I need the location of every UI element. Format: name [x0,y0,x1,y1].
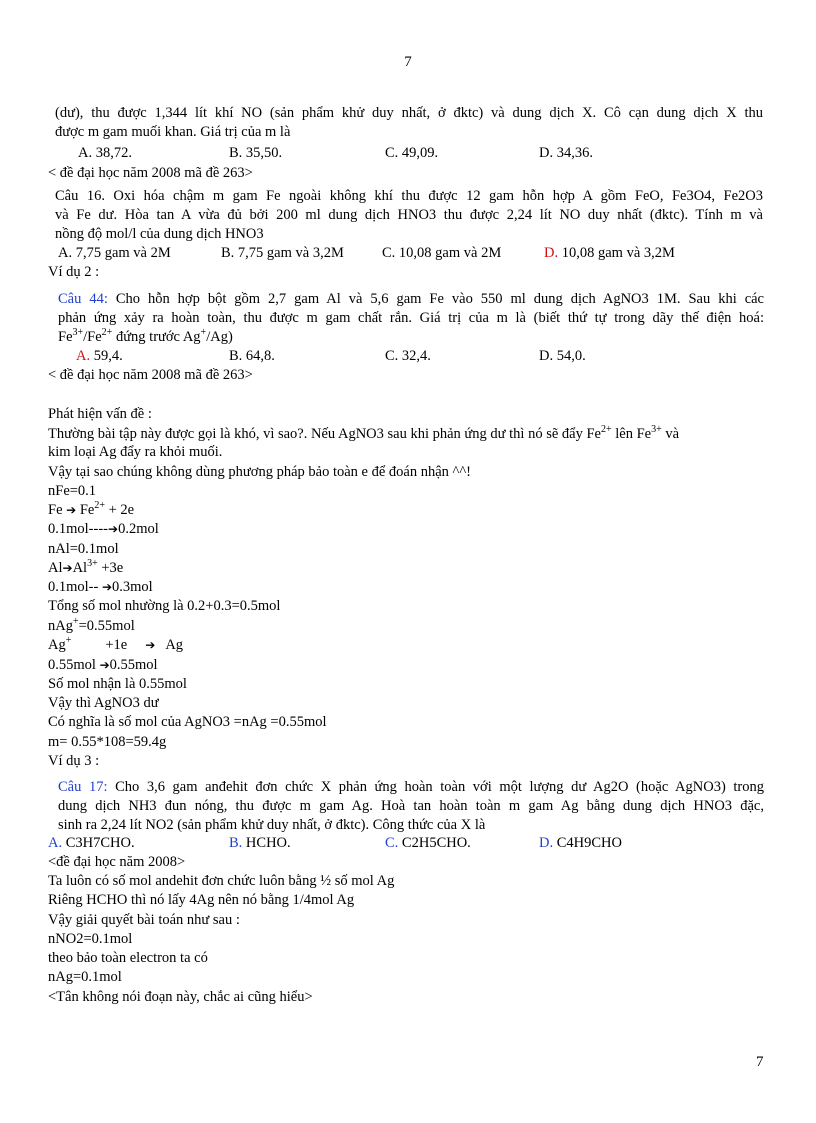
ag-mol-line [48,656,158,674]
example-3-line-1-text: Cho 3,6 gam anđehit đơn chức X phản ứng hoàn toàn với một lượng dư Ag2O (hoặc AgNO3) trong [107,779,764,795]
example-3-option-b-text: HCHO. [242,835,291,851]
solution-3-line-4: nNO2=0.1mol [48,931,133,947]
agno3-mol-meaning: Có nghĩa là số mol của AgNO3 =nAg =0.55mol [48,714,327,730]
al-eq-right: Al [72,560,88,576]
solution-3-line-5: theo bảo toàn electron ta có [48,950,208,966]
ag-reduction-eq [48,636,183,654]
fe-mol-right: 0.2mol [118,521,159,537]
total-electrons-given: Tổng số mol nhường là 0.2+0.3=0.5mol [48,598,281,614]
q15-line-1: (dư), thu được 1,344 lít khí NO (sản phẩm khử duy nhất, ở đktc) và dung dịch X. Cô cạn dung dịch X thu [55,105,763,121]
example-3-option-c [385,834,471,852]
ion-fe: Fe [58,329,73,345]
al-mol-left: 0.1mol-- [48,579,102,595]
example-3-line-2: dung dịch NH3 đun nóng, thu được m gam Ag. Hoà tan hoàn toàn m gam Ag bằng dung dịch HNO3 đặc, [58,798,764,814]
q16-option-a: A. 7,75 gam và 2M [58,245,171,261]
example-3-option-c-letter: C. [385,835,399,851]
example-3-option-d-letter: D. [539,835,554,851]
solution-3-line-2: Riêng HCHO thì nó lấy 4Ag nên nó bằng 1/4mol Ag [48,892,355,908]
q16-line-1: Câu 16. Oxi hóa chậm m gam Fe ngoài không khí thu được 12 gam hỗn hợp A gồm FeO, Fe3O4, Fe2O3 [55,188,763,204]
ion-charge-2plus: 2+ [600,424,612,436]
example-3-line-1 [58,778,764,796]
ion-charge-2plus: 2+ [94,500,105,512]
example-2-option-a-text: 59,4. [90,348,123,364]
right-arrow-icon: ➔ [99,658,110,672]
electrons-received: Số mol nhận là 0.55mol [48,676,187,692]
agno3-excess: Vậy thì AgNO3 dư [48,695,159,711]
example-3-option-c-text: C2H5CHO. [398,835,471,851]
solution-2-para-2: Vậy tại sao chúng không dùng phương pháp bảo toàn e để đoán nhận ^^! [48,464,471,480]
q15-line-2: được m gam muối khan. Giá trị của m là [55,124,291,140]
q16-option-d [544,244,675,262]
ag-mol-right: 0.55mol [109,657,158,673]
solution-3-line-7: <Tân không nói đoạn này, chắc ai cũng hiểu> [48,989,313,1005]
example-2-line-3-end: /Ag) [206,329,233,345]
n-al: nAl=0.1mol [48,541,119,557]
q16-option-c: C. 10,08 gam và 2M [382,245,502,261]
example-3-option-d [539,834,622,852]
example-2-option-c: C. 32,4. [385,348,431,364]
example-3-option-a-text: C3H7CHO. [62,835,135,851]
al-eq-electrons: +3e [97,560,124,576]
fe-eq-left: Fe [48,502,67,518]
q16-line-3: nồng độ mol/l của dung dịch HNO3 [55,226,264,242]
ion-charge-3plus: 3+ [651,424,662,436]
al-eq-left: Al [48,560,63,576]
page-number-top: 7 [404,54,412,70]
example-2-label: Ví dụ 2 : [48,264,100,280]
example-3-label: Ví dụ 3 : [48,753,100,769]
solution-2-para-1-line-2: kim loại Ag đẩy ra khỏi muối. [48,444,223,460]
para-1-text-c: và [661,426,680,442]
ion-charge-3plus: 3+ [87,558,98,570]
ag-mol-left: 0.55mol [48,657,100,673]
ion-charge-2plus: 2+ [101,327,113,339]
example-3-line-3: sinh ra 2,24 lít NO2 (sản phẩm khử duy nhất, ở đktc). Công thức của X là [58,817,486,833]
solution-2-para-1-line-1 [48,425,679,443]
right-arrow-icon: ➔ [108,522,119,536]
example-2-line-3 [58,328,233,346]
example-2-source: < đề đại học năm 2008 mã đề 263> [48,367,253,383]
n-fe: nFe=0.1 [48,483,97,499]
right-arrow-icon: ➔ [66,503,77,517]
ion-charge-3plus: 3+ [72,327,84,339]
example-2-option-d: D. 54,0. [539,348,586,364]
q15-source: < đề đại học năm 2008 mã đề 263> [48,165,253,181]
ag-eq-left: Ag [48,637,66,653]
q16-option-b: B. 7,75 gam và 3,2M [221,245,344,261]
al-mol-line [48,578,153,596]
q15-option-a: A. 38,72. [78,145,132,161]
example-3-option-a [48,834,135,852]
q16-option-d-letter: D. [544,245,559,261]
example-2-line-3-mid: đứng trước Ag [112,329,201,345]
mass-result: m= 0.55*108=59.4g [48,734,167,750]
solution-3-line-3: Vậy giải quyết bài toán như sau : [48,912,240,928]
fe-eq-electrons: + 2e [104,502,135,518]
example-2-line-2: phản ứng xảy ra hoàn toàn, thu được m gam chất rắn. Giá trị của m là (biết thứ tự trong dãy thế điện hoá: [58,310,764,326]
al-mol-right: 0.3mol [112,579,153,595]
ion-charge-plus: + [72,616,79,628]
q15-option-b: B. 35,50. [229,145,283,161]
example-2-option-a-letter: A. [76,348,91,364]
example-3-option-d-text: C4H9CHO [553,835,622,851]
q16-option-d-text: 10,08 gam và 3,2M [558,245,675,261]
para-1-text-a: Thường bài tập này được gọi là khó, vì sao?. Nếu AgNO3 sau khi phản ứng dư thì nó sẽ đẩy Fe [48,426,601,442]
ag-eq-electrons: +1e [105,637,128,653]
right-arrow-icon: ➔ [101,580,113,594]
example-2-question-number: Câu 44: [58,291,108,307]
right-arrow-icon: ➔ [145,638,156,652]
n-ag-ion [48,617,135,635]
ion-fe-2: /Fe [83,329,102,345]
al-oxidation-eq [48,559,123,577]
right-arrow-icon: ➔ [62,561,73,575]
fe-mol-line [48,520,159,538]
example-3-option-b-letter: B. [229,835,243,851]
n-ag-value: =0.55mol [78,618,135,634]
para-1-text-b: lên Fe [611,426,652,442]
solution-2-heading: Phát hiện vấn đề : [48,406,152,422]
ion-charge-plus: + [200,327,207,339]
example-2-line-1-text: Cho hỗn hợp bột gồm 2,7 gam Al và 5,6 gam Fe vào 550 ml dung dịch AgNO3 1M. Sau khi các [107,291,764,307]
example-2-option-b: B. 64,8. [229,348,275,364]
q15-option-c: C. 49,09. [385,145,439,161]
solution-3-line-1: Ta luôn có số mol andehit đơn chức luôn bằng ½ số mol Ag [48,873,395,889]
example-2-option-a [76,347,123,365]
q16-line-2: và Fe dư. Hòa tan A vừa đủ bởi 200 ml dung dịch HNO3 thu được 2,24 lít NO duy nhất (đktc). Tính m và [55,207,763,223]
example-3-source: <đề đại học năm 2008> [48,854,186,870]
fe-oxidation-eq [48,501,134,519]
example-2-line-1 [58,290,764,308]
ag-eq-right: Ag [165,637,184,653]
ion-charge-plus: + [65,635,72,647]
q15-option-d: D. 34,36. [539,145,593,161]
page-number-bottom: 7 [756,1054,764,1070]
example-3-option-a-letter: A. [48,835,63,851]
solution-3-line-6: nAg=0.1mol [48,969,122,985]
example-3-option-b [229,834,291,852]
fe-mol-left: 0.1mol---- [48,521,108,537]
n-ag-label: nAg [48,618,73,634]
example-3-question-number: Câu 17: [58,779,108,795]
fe-eq-right: Fe [76,502,95,518]
